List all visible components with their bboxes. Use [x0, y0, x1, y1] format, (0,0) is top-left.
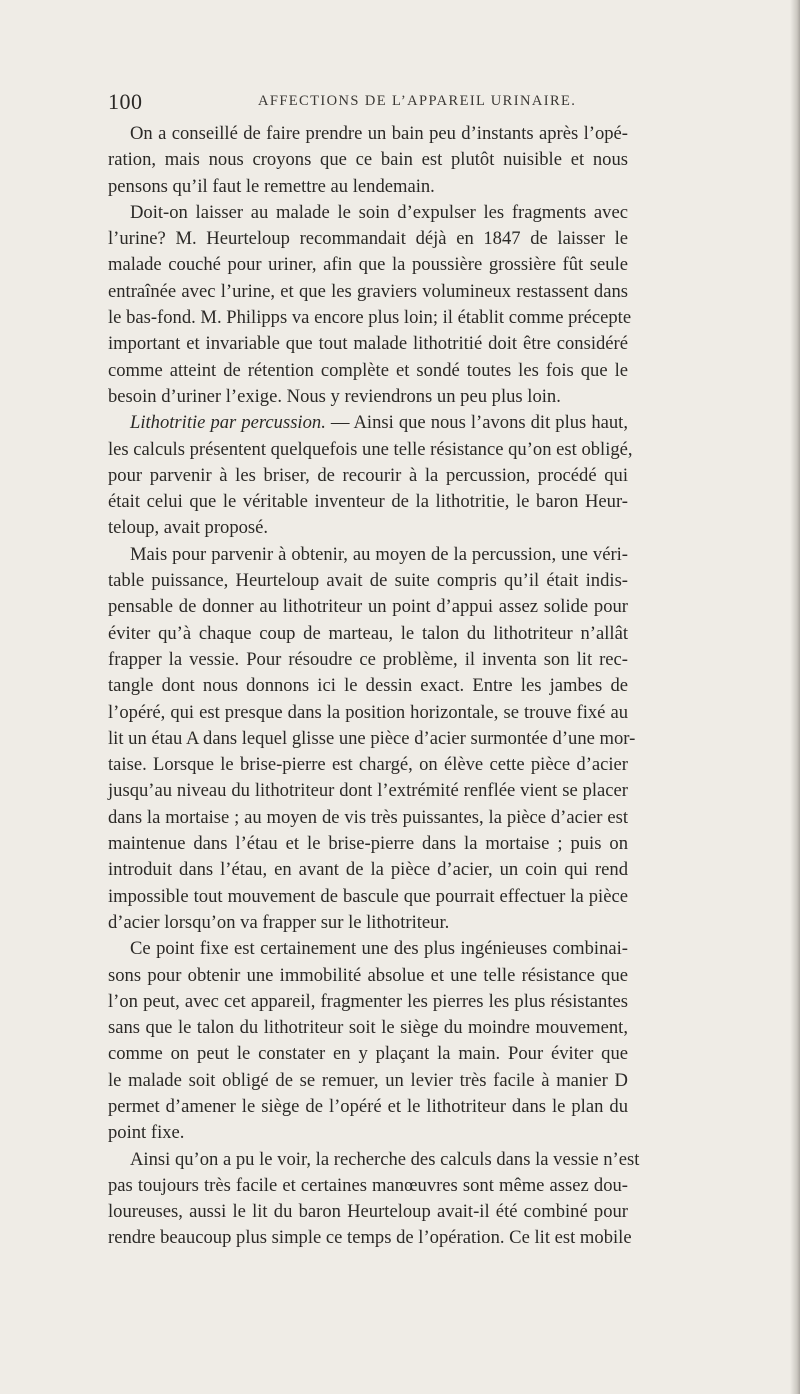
- text-line: frapper la vessie. Pour résoudre ce problème, il inventa son lit rec-: [108, 648, 628, 670]
- body-text: [108, 121, 640, 1252]
- text-line: permet d’amener le siège de l’opéré et le lithotriteur dans le plan du: [108, 1095, 628, 1117]
- text-line: était celui que le véritable inventeur de la lithotritie, le baron Heur-: [108, 491, 628, 513]
- page-edge-shadow: [790, 0, 800, 1394]
- text-line: pensable de donner au lithotriteur un point d’appui assez solide pour: [108, 596, 628, 618]
- text-line: loureuses, aussi le lit du baron Heurteloup avait-il été combiné pour: [108, 1201, 628, 1223]
- text-line: Ainsi qu’on a pu le voir, la recherche des calculs dans la vessie n’est: [130, 1148, 640, 1170]
- text-line: point fixe.: [108, 1122, 185, 1144]
- text-line: l’on peut, avec cet appareil, fragmenter les pierres les plus résistantes: [108, 990, 628, 1012]
- text-line: Doit-on laisser au malade le soin d’expulser les fragments avec: [130, 201, 628, 223]
- text-line: d’acier lorsqu’on va frapper sur le lithotriteur.: [108, 911, 450, 933]
- text-line: important et invariable que tout malade lithotritié doit être considéré: [108, 333, 628, 355]
- text-line: dans la mortaise ; au moyen de vis très puissantes, la pièce d’acier est: [108, 806, 628, 828]
- section-heading: Lithotritie par percussion.: [130, 412, 326, 434]
- text-line: pour parvenir à les briser, de recourir à la percussion, procédé qui: [108, 464, 628, 486]
- text-line: Mais pour parvenir à obtenir, au moyen de la percussion, une véri-: [130, 543, 628, 565]
- text-line: le malade soit obligé de se remuer, un levier très facile à manier D: [108, 1069, 628, 1091]
- page-number: 100: [108, 89, 143, 114]
- text-line: entraînée avec l’urine, et que les graviers volumineux restassent dans: [108, 280, 628, 302]
- text-line: l’opéré, qui est presque dans la position horizontale, se trouve fixé au: [108, 701, 628, 723]
- text-line: le bas-fond. M. Philipps va encore plus loin; il établit comme précepte: [108, 307, 632, 329]
- text-line: malade couché pour uriner, afin que la poussière grossière fût seule: [108, 254, 628, 276]
- text-line: jusqu’au niveau du lithotriteur dont l’extrémité renflée vient se placer: [108, 780, 628, 802]
- running-head: AFFECTIONS DE L’APPAREIL URINAIRE.: [258, 93, 577, 109]
- text-line: lit un étau A dans lequel glisse une pièce d’acier surmontée d’une mor-: [108, 727, 636, 749]
- text-line: rendre beaucoup plus simple ce temps de l’opération. Ce lit est mobile: [108, 1227, 632, 1249]
- text-line: Ce point fixe est certainement une des plus ingénieuses combinai-: [130, 938, 628, 960]
- text-line: impossible tout mouvement de bascule que pourrait effectuer la pièce: [108, 885, 628, 907]
- text-line: sans que le talon du lithotriteur soit le siège du moindre mouvement,: [108, 1017, 628, 1039]
- text-line: table puissance, Heurteloup avait de suite compris qu’il était indis-: [108, 570, 628, 592]
- text-line: l’urine? M. Heurteloup recommandait déjà en 1847 de laisser le: [108, 228, 628, 250]
- text-run: — Ainsi que nous l’avons dit plus haut,: [330, 412, 628, 434]
- text-line: ration, mais nous croyons que ce bain est plutôt nuisible et nous: [108, 149, 628, 171]
- text-line: On a conseillé de faire prendre un bain peu d’instants après l’opé-: [130, 123, 628, 144]
- text-line: comme atteint de rétention complète et sondé toutes les fois que le: [108, 359, 628, 381]
- text-line: tangle dont nous donnons ici le dessin exact. Entre les jambes de: [108, 675, 628, 697]
- section-heading-line: [108, 410, 628, 436]
- text-line: teloup, avait proposé.: [108, 517, 269, 539]
- text-line: introduit dans l’étau, en avant de la pièce d’acier, un coin qui rend: [108, 859, 628, 881]
- text-line: comme on peut le constater en y plaçant la main. Pour éviter que: [108, 1043, 628, 1065]
- text-line: besoin d’uriner l’exige. Nous y reviendrons un peu plus loin.: [108, 385, 561, 407]
- text-line: pensons qu’il faut le remettre au lendemain.: [108, 175, 435, 197]
- text-line: maintenue dans l’étau et le brise-pierre dans la mortaise ; puis on: [108, 833, 628, 855]
- page-header: [108, 89, 728, 119]
- text-line: éviter qu’à chaque coup de marteau, le talon du lithotriteur n’allât: [108, 622, 628, 644]
- text-line: sons pour obtenir une immobilité absolue et une telle résistance que: [108, 964, 628, 986]
- text-line: les calculs présentent quelquefois une telle résistance qu’on est obligé,: [108, 438, 633, 460]
- text-line: pas toujours très facile et certaines manœuvres sont même assez dou-: [108, 1174, 628, 1196]
- text-line: taise. Lorsque le brise-pierre est chargé, on élève cette pièce d’acier: [108, 754, 628, 776]
